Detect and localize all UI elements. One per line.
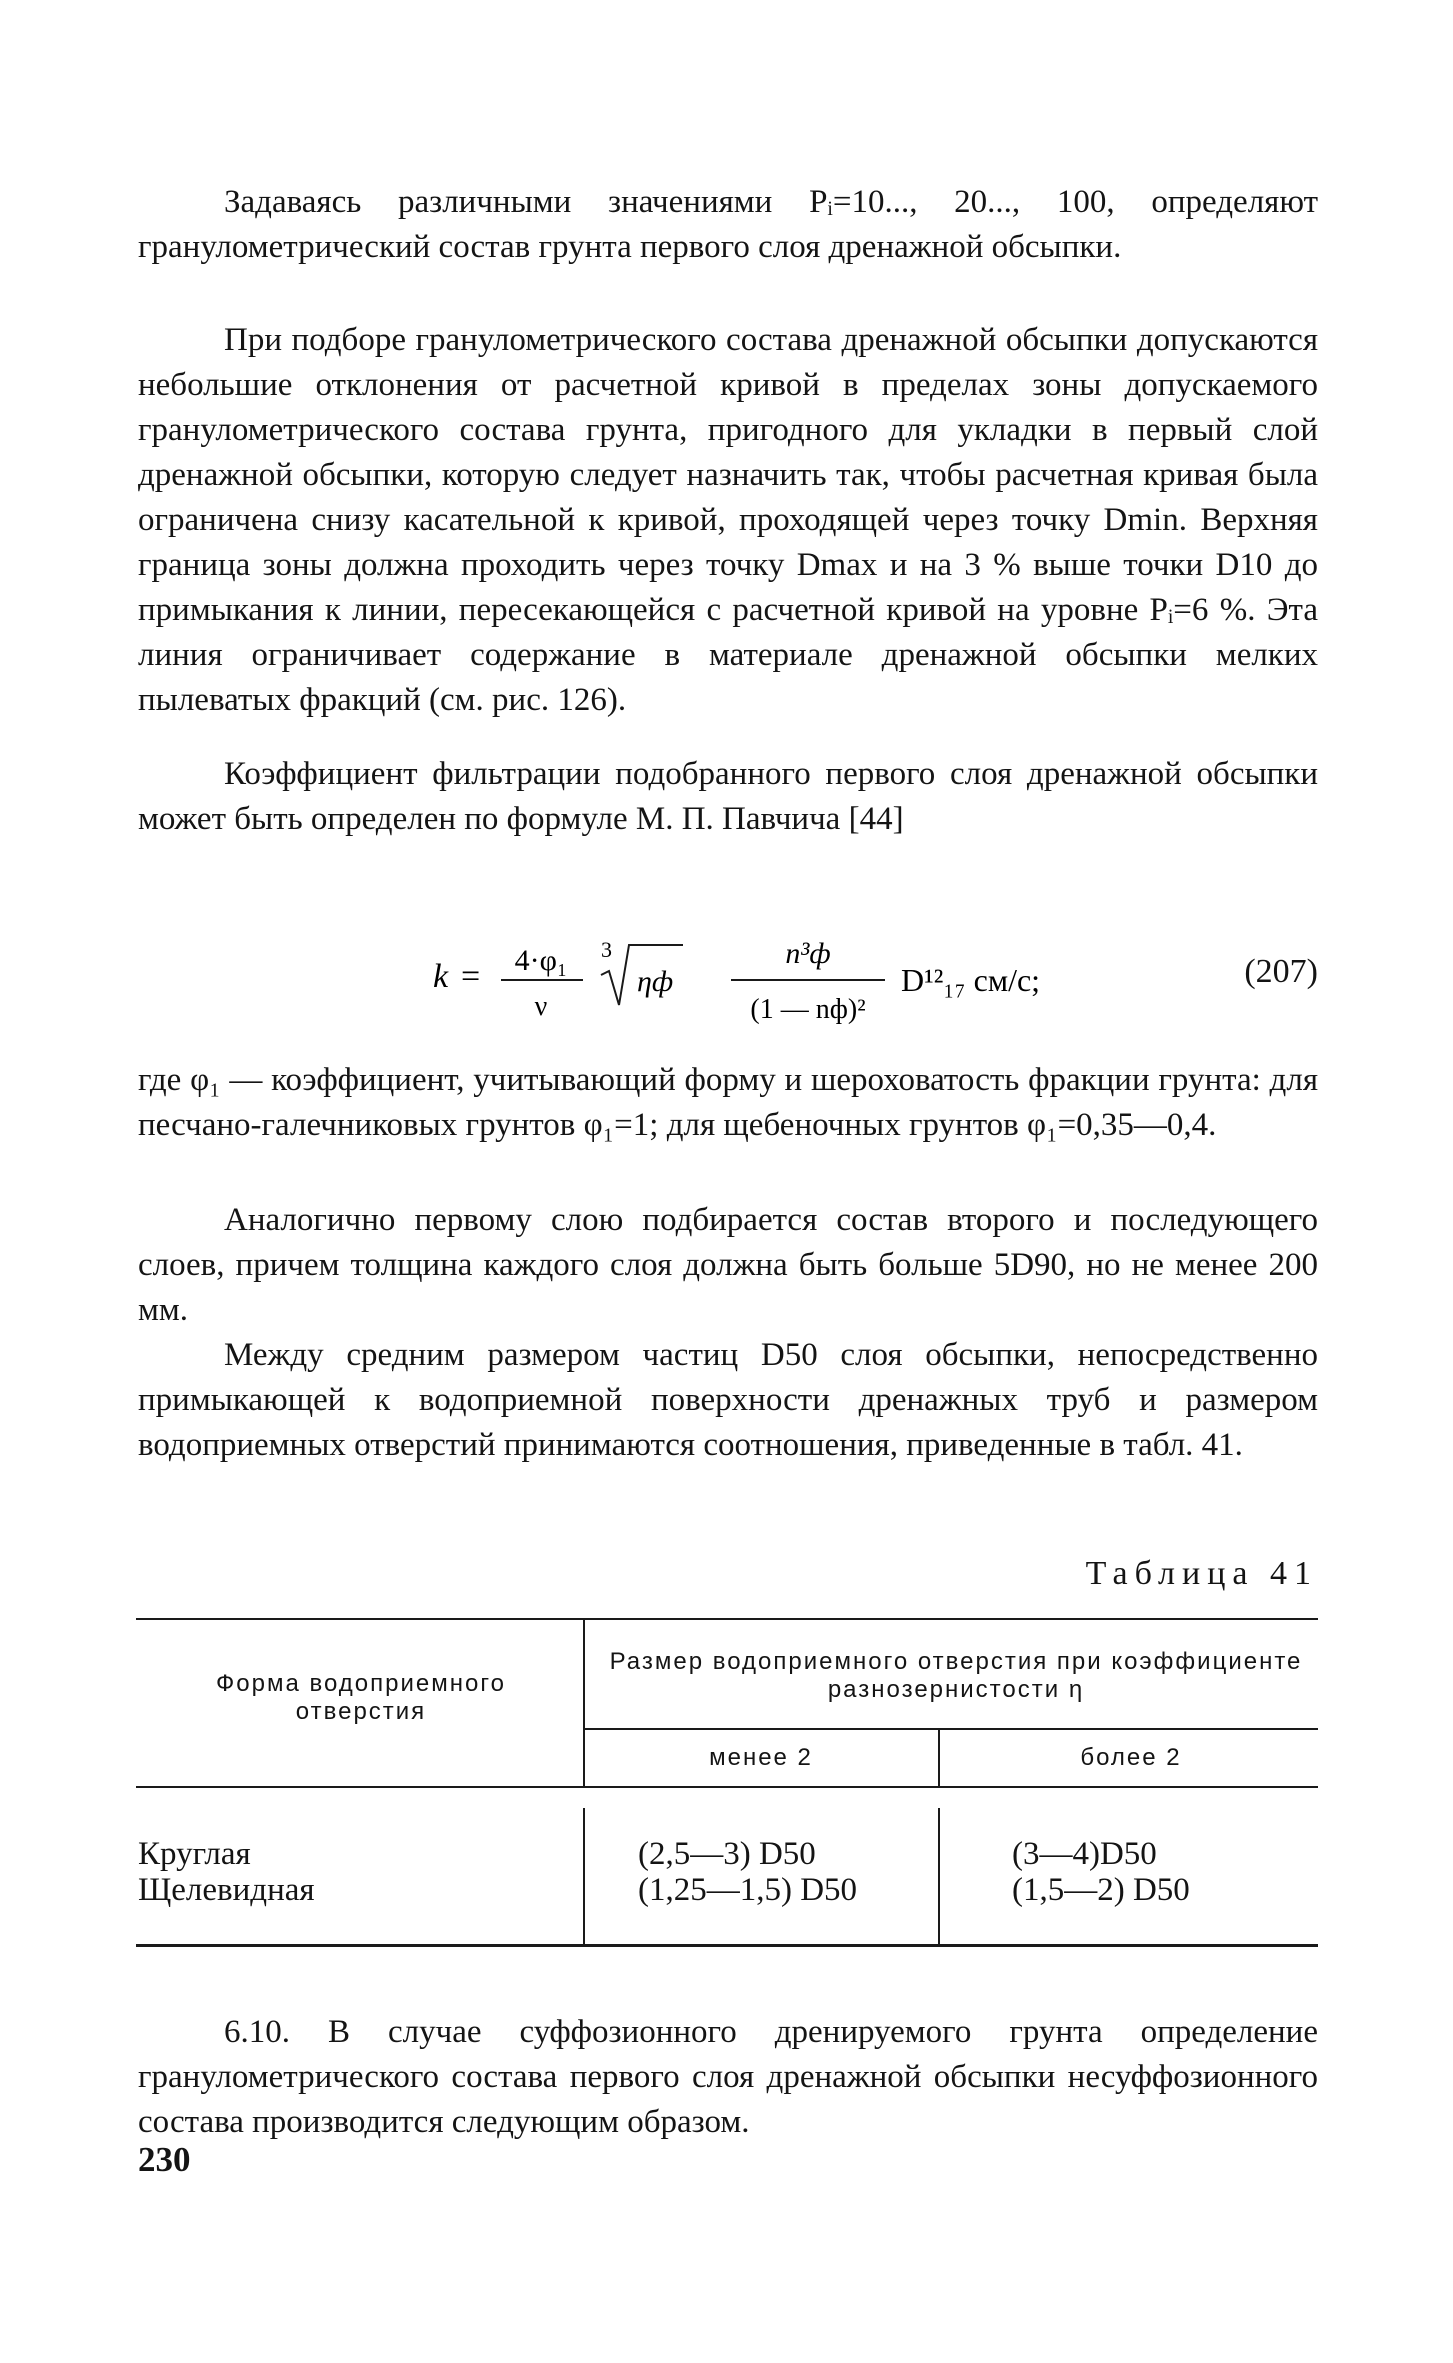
formula-denominator-1: ν xyxy=(534,991,548,1022)
table-top-rule xyxy=(136,1618,1318,1620)
formula-numerator-1: 4·φ₁ xyxy=(514,944,568,977)
formula-207 xyxy=(138,905,1318,1055)
paragraph-2: При подборе гранулометрического состава дренажной обсыпки допускаются небольшие отклонения от расчетной кривой в пределах зоны допускаемого гранулометрического состава грунта, пригодного для укладки в первый слой дренажной обсыпки, которую следует назначить так, чтобы расчетная кривая была ограничена снизу касательной к кривой, проходящей через точку Dmin. Верхняя граница зоны должна проходить через точку Dmax и на 3 % выше точки D10 до примыкания к линии, пересекающейся с расчетной кривой на уровне Pᵢ=6 %. Эта линия ограничивает содержание в материале дренажной обсыпки мелких пылеватых фракций (см. рис. 126). xyxy=(138,322,1318,718)
formula-lhs: k xyxy=(433,958,449,995)
paragraph-5: Аналогично первому слою подбирается состав второго и последующего слоев, причем толщина каждого слоя должна быть больше 5D90, но не менее 200 мм. xyxy=(138,1202,1318,1328)
table-subhead-rule xyxy=(584,1728,1318,1730)
paragraph-4: где φ₁ — коэффициент, учитывающий форму и шероховатость фракции грунта: для песчано-галечниковых грунтов φ₁=1; для щебеночных грунтов φ₁=0,35—0,4. xyxy=(138,1062,1318,1143)
formula-equals: = xyxy=(461,958,481,995)
table-bottom-rule xyxy=(136,1944,1318,1947)
row-2-more: (1,5—2) D50 xyxy=(1012,1872,1190,1908)
row-2-shape: Щелевидная xyxy=(138,1872,315,1908)
table-caption: Таблица 41 xyxy=(1085,1555,1318,1592)
row-1-less: (2,5—3) D50 xyxy=(638,1836,816,1872)
subheader-less-2: менее 2 xyxy=(709,1744,813,1771)
formula-denominator-2: (1 — nф)² xyxy=(750,994,866,1025)
table-vline-head-left xyxy=(583,1618,585,1786)
table-vline-head-mid xyxy=(938,1730,940,1786)
table-head-rule xyxy=(136,1786,1318,1788)
subheader-more-2: более 2 xyxy=(1080,1744,1182,1771)
paragraph-7: 6.10. В случае суффозионного дренируемого грунта определение гранулометрического состава первого слоя дренажной обсыпки несуффозионного состава производится следующим образом. xyxy=(138,2014,1318,2140)
formula-root-index: 3 xyxy=(601,937,612,962)
header-size: Размер водоприемного отверстия при коэффициенте разнозернистости η xyxy=(609,1648,1303,1703)
page-number: 230 xyxy=(138,2140,191,2179)
row-2-less: (1,25—1,5) D50 xyxy=(638,1872,858,1908)
formula-radicand: ηф xyxy=(637,965,674,998)
row-1-shape: Круглая xyxy=(138,1836,251,1872)
header-shape: Форма водоприемного отверстия xyxy=(216,1670,506,1725)
paragraph-1: Задаваясь различными значениями Pᵢ=10..., 20..., 100, определяют гранулометрический состав грунта первого слоя дренажной обсыпки. xyxy=(138,184,1318,265)
paragraph-3: Коэффициент фильтрации подобранного первого слоя дренажной обсыпки может быть определен по формуле М. П. Павчича [44] xyxy=(138,756,1318,837)
formula-numerator-2: n³ф xyxy=(785,937,831,970)
formula-tail: D¹²₁₇ см/с; xyxy=(901,962,1041,998)
table-41 xyxy=(136,1618,1318,1948)
table-vline-body-left xyxy=(583,1808,585,1944)
row-1-more: (3—4)D50 xyxy=(1012,1836,1157,1872)
equation-number: (207) xyxy=(1244,953,1318,990)
table-vline-body-mid xyxy=(938,1808,940,1944)
formula-expression xyxy=(433,915,1193,1045)
paragraph-6: Между средним размером частиц D50 слоя обсыпки, непосредственно примыкающей к водоприемной поверхности дренажных труб и размером водоприемных отверстий принимаются соотношения, приведенные в табл. 41. xyxy=(138,1337,1318,1463)
